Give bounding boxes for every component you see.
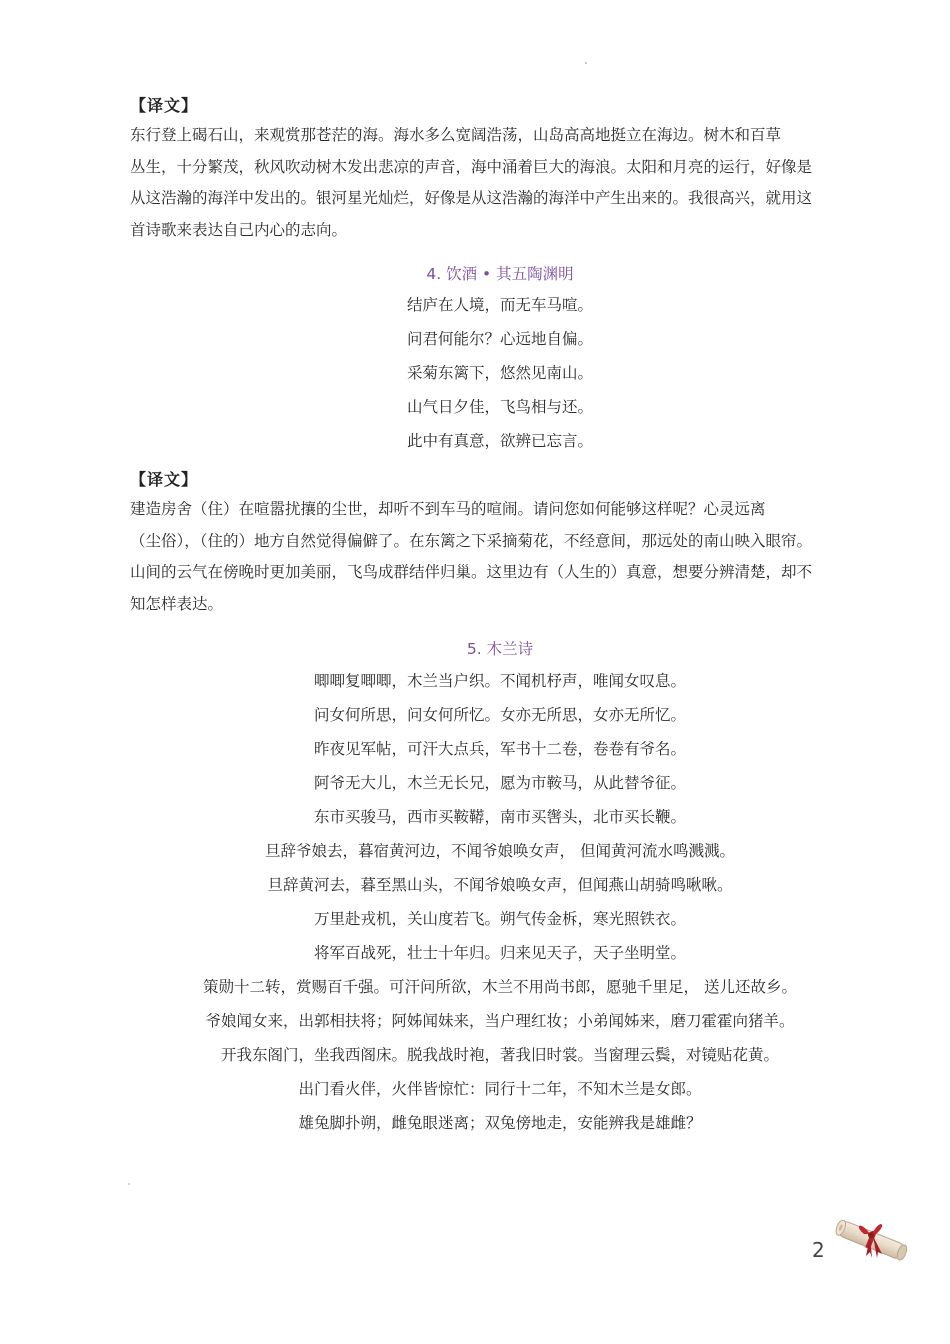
decorative-dot — [585, 62, 587, 64]
poem-line: 爷娘闻女来，出郭相扶将；阿姊闻妹来，当户理红妆；小弟闻姊来，磨刀霍霍向猪羊。 — [205, 1012, 795, 1030]
translation-paragraph-2 — [130, 494, 870, 620]
poem-line: 雄兔脚扑朔，雌兔眼迷离；双兔傍地走，安能辨我是雄雌？ — [298, 1114, 702, 1132]
paragraph-line: 首诗歌来表达自己内心的志向。 — [130, 220, 348, 239]
poem-line: 将军百战死，壮士十年归。归来见天子，天子坐明堂。 — [313, 944, 686, 962]
poem-line: 出门看火伴，火伴皆惊忙：同行十二年，不知木兰是女郎。 — [298, 1080, 702, 1098]
poem-line: 旦辞爷娘去，暮宿黄河边，不闻爷娘唤女声， 但闻黄河流水鸣溅溅。 — [265, 842, 735, 860]
poem-line: 开我东阁门，坐我西阁床。脱我战时袍，著我旧时裳。当窗理云鬓，对镜贴花黄。 — [220, 1046, 779, 1064]
paragraph-line: 东行登上碣石山，来观赏那苍茫的海。海水多么宽阔浩荡，山岛高高地挺立在海边。树木和百草 — [130, 126, 782, 144]
poem-line: 此中有真意，欲辨已忘言。 — [406, 432, 593, 450]
poem-title-5: 5. 木兰诗 — [466, 640, 534, 658]
poem-line: 山气日夕佳，飞鸟相与还。 — [406, 398, 593, 416]
poem-line: 问女何所思，问女何所忆。女亦无所思，女亦无所忆。 — [313, 706, 686, 724]
poem-line: 策勋十二转，赏赐百千强。可汗问所欲，木兰不用尚书郎，愿驰千里足， 送儿还故乡。 — [203, 978, 797, 996]
poem-body-5 — [0, 664, 950, 1140]
poem-line: 结庐在人境，而无车马喧。 — [406, 296, 593, 314]
paragraph-line: 从这浩瀚的海洋中发出的。银河星光灿烂，好像是从这浩瀚的海洋中产生出来的。我很高兴，就用这 — [130, 189, 813, 207]
poem-line: 问君何能尔？心远地自偏。 — [406, 330, 593, 348]
poem-line: 旦辞黄河去，暮至黑山头，不闻爷娘唤女声，但闻燕山胡骑鸣啾啾。 — [267, 876, 733, 894]
translation-paragraph-1 — [130, 120, 870, 246]
page-number: 2 — [812, 1238, 825, 1262]
translation-heading-1: 【译文】 — [130, 96, 199, 115]
poem-line: 唧唧复唧唧，木兰当户织。不闻机杼声，唯闻女叹息。 — [313, 672, 686, 690]
paragraph-line: 丛生，十分繁茂，秋风吹动树木发出悲凉的声音，海中涌着巨大的海浪。太阳和月亮的运行，好像是 — [130, 157, 813, 176]
poem-line: 采菊东篱下，悠然见南山。 — [406, 364, 593, 382]
poem-line: 阿爷无大儿，木兰无长兄，愿为市鞍马，从此替爷征。 — [313, 774, 686, 792]
poem-line: 昨夜见军帖，可汗大点兵，军书十二卷，卷卷有爷名。 — [313, 740, 686, 758]
decorative-dot — [128, 1183, 130, 1185]
poem-line: 东市买骏马，西市买鞍鞯，南市买辔头，北市买长鞭。 — [313, 808, 686, 826]
paragraph-line: 建造房舍（住）在喧嚣扰攘的尘世，却听不到车马的喧闹。请问您如何能够这样呢？心灵远离 — [130, 500, 766, 518]
poem-line: 万里赴戎机，关山度若飞。朔气传金柝，寒光照铁衣。 — [313, 910, 686, 928]
poem-title-4: 4. 饮酒 • 其五陶渊明 — [426, 265, 574, 283]
scroll-icon — [830, 1212, 912, 1274]
poem-body-4 — [0, 288, 950, 458]
translation-heading-2: 【译文】 — [130, 470, 199, 489]
paragraph-line: 知怎样表达。 — [130, 594, 224, 613]
paragraph-line: （尘俗），（住的）地方自然觉得偏僻了。在东篱之下采摘菊花，不经意间，那远处的南山映入眼帘。 — [130, 531, 813, 550]
paragraph-line: 山间的云气在傍晚时更加美丽，飞鸟成群结伴归巢。这里边有（人生的）真意，想要分辨清楚，却不 — [130, 563, 813, 581]
